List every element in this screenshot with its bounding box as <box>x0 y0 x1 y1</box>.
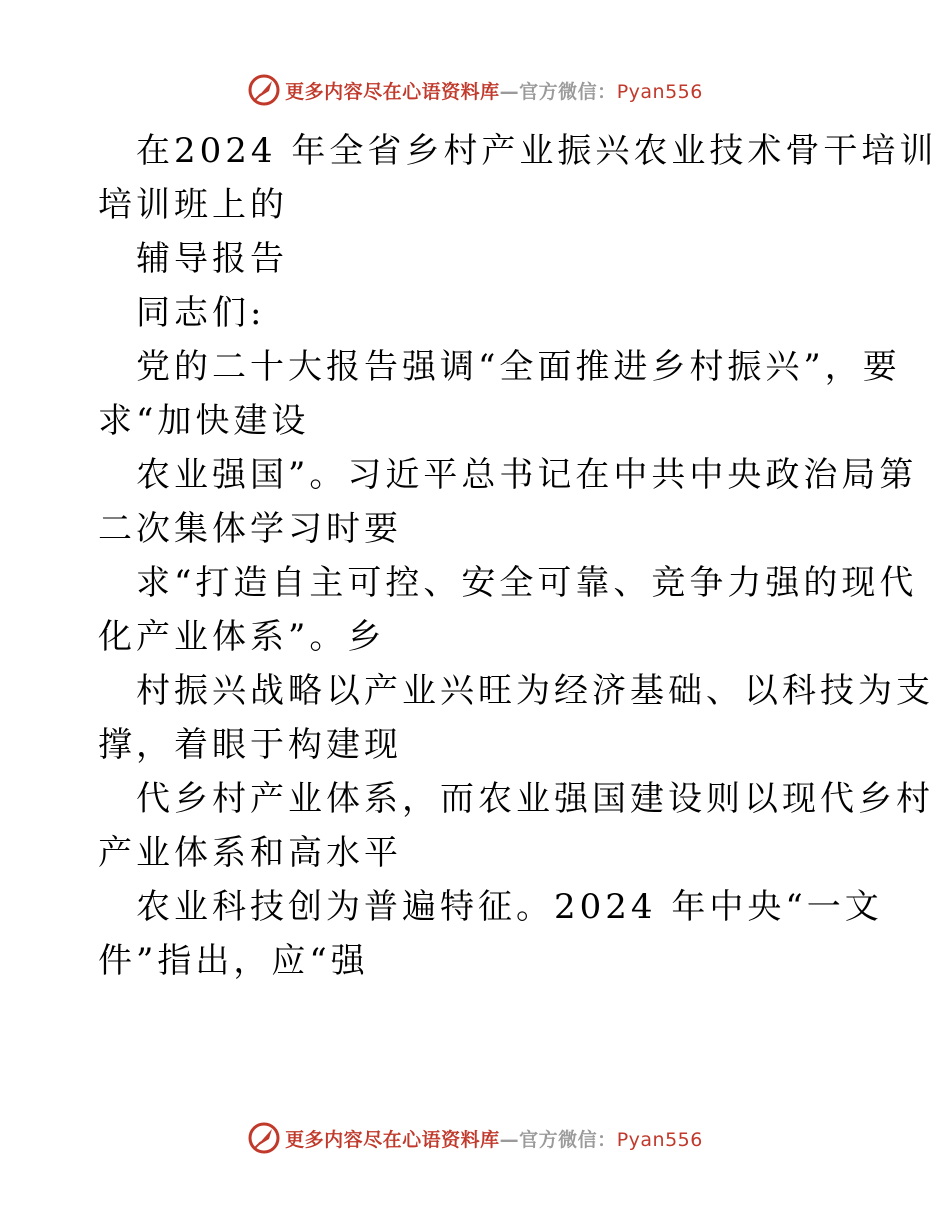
footer-watermark <box>0 1118 950 1158</box>
text-line: 农业科技创为普遍特征。2024 年中央“一文 <box>136 887 883 927</box>
text-line: 代乡村产业体系，而农业强国建设则以现代乡村 <box>136 779 934 819</box>
quill-circle-icon <box>247 1121 281 1155</box>
watermark-red-text: 更多内容尽在心语资料库 <box>285 80 500 103</box>
text-line: 产业体系和高水平 <box>98 833 402 873</box>
header-watermark <box>0 70 950 110</box>
text-line: 培训班上的 <box>98 185 288 225</box>
document-body <box>98 124 938 988</box>
text-line: 二次集体学习时要 <box>98 509 402 549</box>
text-line: 在2024 年全省乡村产业振兴农业技术骨干培训 <box>136 131 938 171</box>
text-line: 撑，着眼于构建现 <box>98 725 402 765</box>
text-line: 求“加快建设 <box>98 401 310 441</box>
watermark-grey-text: —官方微信： <box>499 1128 617 1151</box>
watermark-id: Pyan556 <box>616 80 703 103</box>
quill-circle-icon <box>247 73 281 107</box>
text-line: 农业强国”。习近平总书记在中共中央政治局第 <box>136 455 918 495</box>
text-line: 同志们: <box>136 293 266 333</box>
text-line: 件”指出，应“强 <box>98 941 369 981</box>
watermark-id: Pyan556 <box>616 1128 703 1151</box>
watermark-red-text: 更多内容尽在心语资料库 <box>285 1128 500 1151</box>
text-line: 村振兴战略以产业兴旺为经济基础、以科技为支 <box>136 671 934 711</box>
watermark-grey-text: —官方微信： <box>499 80 617 103</box>
text-line: 辅导报告 <box>136 239 288 279</box>
text-line: 党的二十大报告强调“全面推进乡村振兴”，要 <box>136 347 901 387</box>
text-line: 化产业体系”。乡 <box>98 617 386 657</box>
text-line: 求“打造自主可控、安全可靠、竞争力强的现代 <box>136 563 918 603</box>
